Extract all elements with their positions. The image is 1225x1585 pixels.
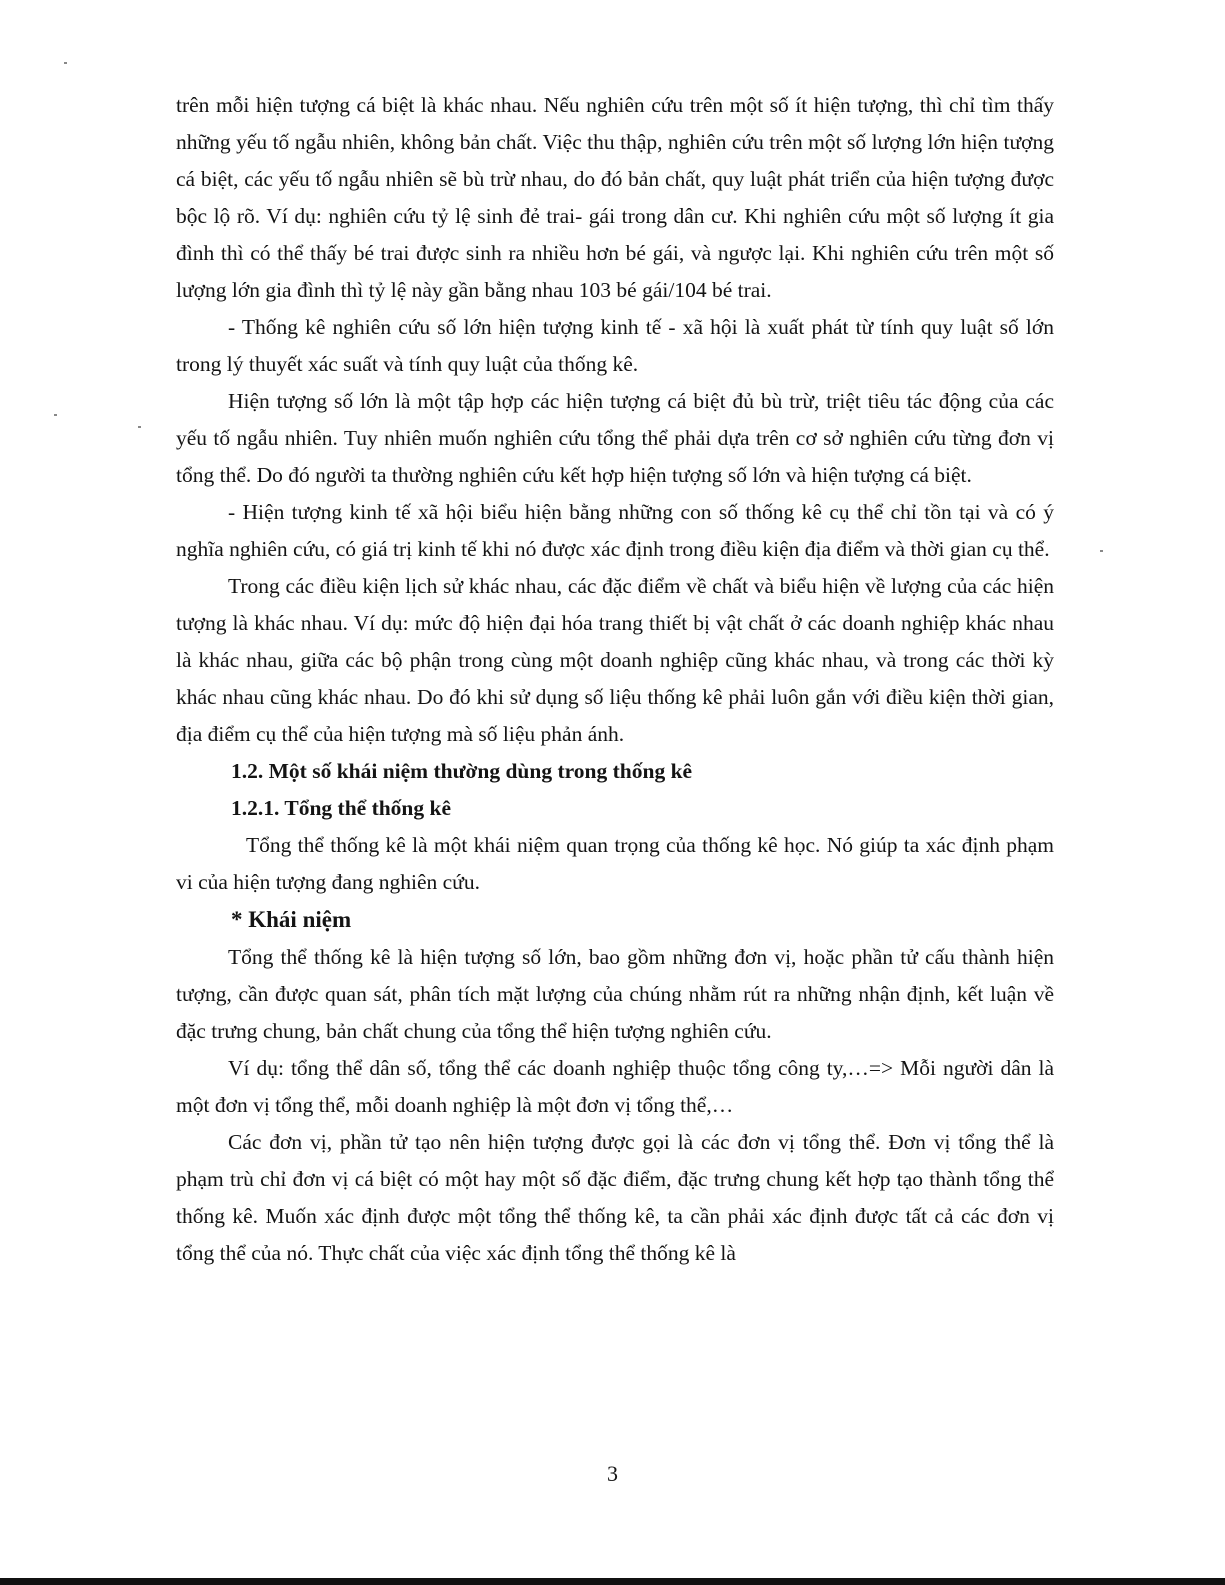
scan-speck [54,414,57,416]
body-paragraph: trên mỗi hiện tượng cá biệt là khác nhau. Nếu nghiên cứu trên một số ít hiện tượng, thì chỉ tìm thấy những yếu tố ngẫu nhiên, không bản chất. Việc thu thập, nghiên cứu trên một số lượng lớn hiện tượng cá biệt, các yếu tố ngẫu nhiên sẽ bù trừ nhau, do đó bản chất, quy luật phát triển của hiện tượng được bộc lộ rõ. Ví dụ: nghiên cứu tỷ lệ sinh đẻ trai- gái trong dân cư. Khi nghiên cứu một số lượng ít gia đình thì có thể thấy bé trai được sinh ra nhiều hơn bé gái, và ngược lại. Khi nghiên cứu trên một số lượng lớn gia đình thì tỷ lệ này gần bằng nhau 103 bé gái/104 bé trai. [176,93,1054,302]
body-paragraph: Hiện tượng số lớn là một tập hợp các hiện tượng cá biệt đủ bù trừ, triệt tiêu tác động của các yếu tố ngẫu nhiên. Tuy nhiên muốn nghiên cứu tổng thể phải dựa trên cơ sở nghiên cứu từng đơn vị tổng thể. Do đó người ta thường nghiên cứu kết hợp hiện tượng số lớn và hiện tượng cá biệt. [176,389,1054,487]
body-paragraph: Tổng thể thống kê là một khái niệm quan trọng của thống kê học. Nó giúp ta xác định phạm vi của hiện tượng đang nghiên cứu. [176,833,1054,894]
body-paragraph: - Hiện tượng kinh tế xã hội biểu hiện bằng những con số thống kê cụ thể chỉ tồn tại và có ý nghĩa nghiên cứu, có giá trị kinh tế khi nó được xác định trong điều kiện địa điểm và thời gian cụ thể. [176,500,1054,561]
body-paragraph: Tổng thể thống kê là hiện tượng số lớn, bao gồm những đơn vị, hoặc phần tử cấu thành hiện tượng, cần được quan sát, phân tích mặt lượng của chúng nhằm rút ra những nhận định, kết luận về đặc trưng chung, bản chất chung của tổng thể hiện tượng nghiên cứu. [176,945,1054,1043]
body-paragraph: Các đơn vị, phần tử tạo nên hiện tượng được gọi là các đơn vị tổng thể. Đơn vị tổng thể là phạm trù chỉ đơn vị cá biệt có một hay một số đặc điểm, đặc trưng chung kết hợp tạo thành tổng thể thống kê. Muốn xác định được một tổng thể thống kê, ta cần phải xác định được tất cả các đơn vị tổng thể của nó. Thực chất của việc xác định tổng thể thống kê là [176,1130,1054,1265]
page-body [176,87,1054,1272]
subsection-heading: 1.2.1. Tổng thể thống kê [231,796,452,820]
scan-speck [64,62,67,64]
page-number: 3 [607,1461,618,1486]
scan-speck [138,426,141,428]
scan-speck [1100,550,1103,552]
section-heading: 1.2. Một số khái niệm thường dùng trong thống kê [231,759,693,783]
scan-bottom-edge [0,1578,1225,1585]
body-paragraph: Ví dụ: tổng thể dân số, tổng thể các doanh nghiệp thuộc tổng công ty,…=> Mỗi người dân là một đơn vị tổng thể, mỗi doanh nghiệp là một đơn vị tổng thể,… [176,1056,1054,1117]
body-paragraph: Trong các điều kiện lịch sử khác nhau, các đặc điểm về chất và biểu hiện về lượng của các hiện tượng là khác nhau. Ví dụ: mức độ hiện đại hóa trang thiết bị vật chất ở các doanh nghiệp khác nhau là khác nhau, giữa các bộ phận trong cùng một doanh nghiệp cũng khác nhau, và trong các thời kỳ khác nhau cũng khác nhau. Do đó khi sử dụng số liệu thống kê phải luôn gắn với điều kiện thời gian, địa điểm cụ thể của hiện tượng mà số liệu phản ánh. [176,574,1054,746]
concept-heading: * Khái niệm [231,907,352,932]
body-paragraph: - Thống kê nghiên cứu số lớn hiện tượng kinh tế - xã hội là xuất phát từ tính quy luật số lớn trong lý thuyết xác suất và tính quy luật của thống kê. [176,315,1054,376]
